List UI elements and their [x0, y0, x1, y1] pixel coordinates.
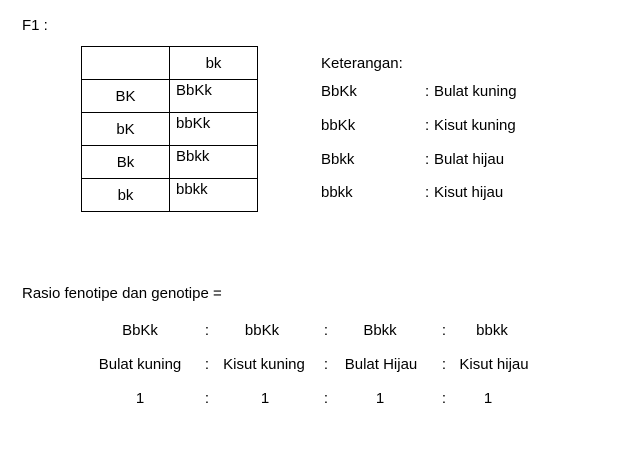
- ratio-value: 1: [135, 390, 145, 407]
- offspring-genotype: BbKk: [170, 80, 258, 113]
- legend-phenotype: Bulat hijau: [434, 151, 505, 168]
- ratio-phenotype: Bulat kuning: [98, 356, 182, 373]
- legend-genotype: Bbkk: [321, 151, 355, 168]
- ratio-separator: :: [441, 390, 447, 407]
- row-gamete: bK: [82, 113, 170, 146]
- ratio-phenotype: Kisut kuning: [223, 356, 305, 373]
- table-row: [82, 146, 258, 179]
- offspring-genotype: bbKk: [170, 113, 258, 146]
- ratio-genotype: BbKk: [122, 322, 158, 339]
- ratio-value-row: [0, 390, 641, 410]
- ratio-separator: :: [204, 390, 210, 407]
- row-gamete: BK: [82, 80, 170, 113]
- ratio-phenotype: Bulat Hijau: [344, 356, 418, 373]
- punnett-table: [81, 46, 258, 212]
- row-gamete: Bk: [82, 146, 170, 179]
- empty-corner-cell: [82, 47, 170, 80]
- legend-separator: :: [425, 117, 430, 134]
- offspring-genotype: bbkk: [170, 179, 258, 212]
- legend-genotype: bbkk: [321, 184, 353, 201]
- ratio-separator: :: [323, 322, 329, 339]
- ratio-value: 1: [483, 390, 493, 407]
- ratio-separator: :: [441, 356, 447, 373]
- ratio-separator: :: [204, 322, 210, 339]
- ratio-value: 1: [375, 390, 385, 407]
- ratio-separator: :: [441, 322, 447, 339]
- ratio-genotype: bbkk: [476, 322, 508, 339]
- legend-phenotype: Kisut hijau: [434, 184, 504, 201]
- ratio-phenotype: Kisut hijau: [459, 356, 529, 373]
- table-row: [82, 179, 258, 212]
- legend-genotype: bbKk: [321, 117, 356, 134]
- column-header-gamete: bk: [170, 47, 258, 80]
- legend-phenotype: Kisut kuning: [434, 117, 516, 134]
- ratio-separator: :: [323, 390, 329, 407]
- table-row: [82, 113, 258, 146]
- row-gamete: bk: [82, 179, 170, 212]
- offspring-genotype: Bbkk: [170, 146, 258, 179]
- legend-separator: :: [425, 151, 430, 168]
- ratio-value: 1: [260, 390, 270, 407]
- ratio-title: Rasio fenotipe dan genotipe =: [22, 285, 222, 302]
- ratio-genotype: Bbkk: [363, 322, 397, 339]
- f1-heading: F1 :: [22, 17, 48, 34]
- table-row: [82, 47, 258, 80]
- legend-title: Keterangan:: [321, 55, 403, 72]
- ratio-separator: :: [323, 356, 329, 373]
- legend-genotype: BbKk: [321, 83, 357, 100]
- legend-separator: :: [425, 83, 430, 100]
- ratio-phenotype-row: [0, 356, 641, 376]
- ratio-separator: :: [204, 356, 210, 373]
- legend-phenotype: Bulat kuning: [434, 83, 517, 100]
- legend-separator: :: [425, 184, 430, 201]
- ratio-genotype-row: [0, 322, 641, 342]
- ratio-genotype: bbKk: [244, 322, 280, 339]
- table-row: [82, 80, 258, 113]
